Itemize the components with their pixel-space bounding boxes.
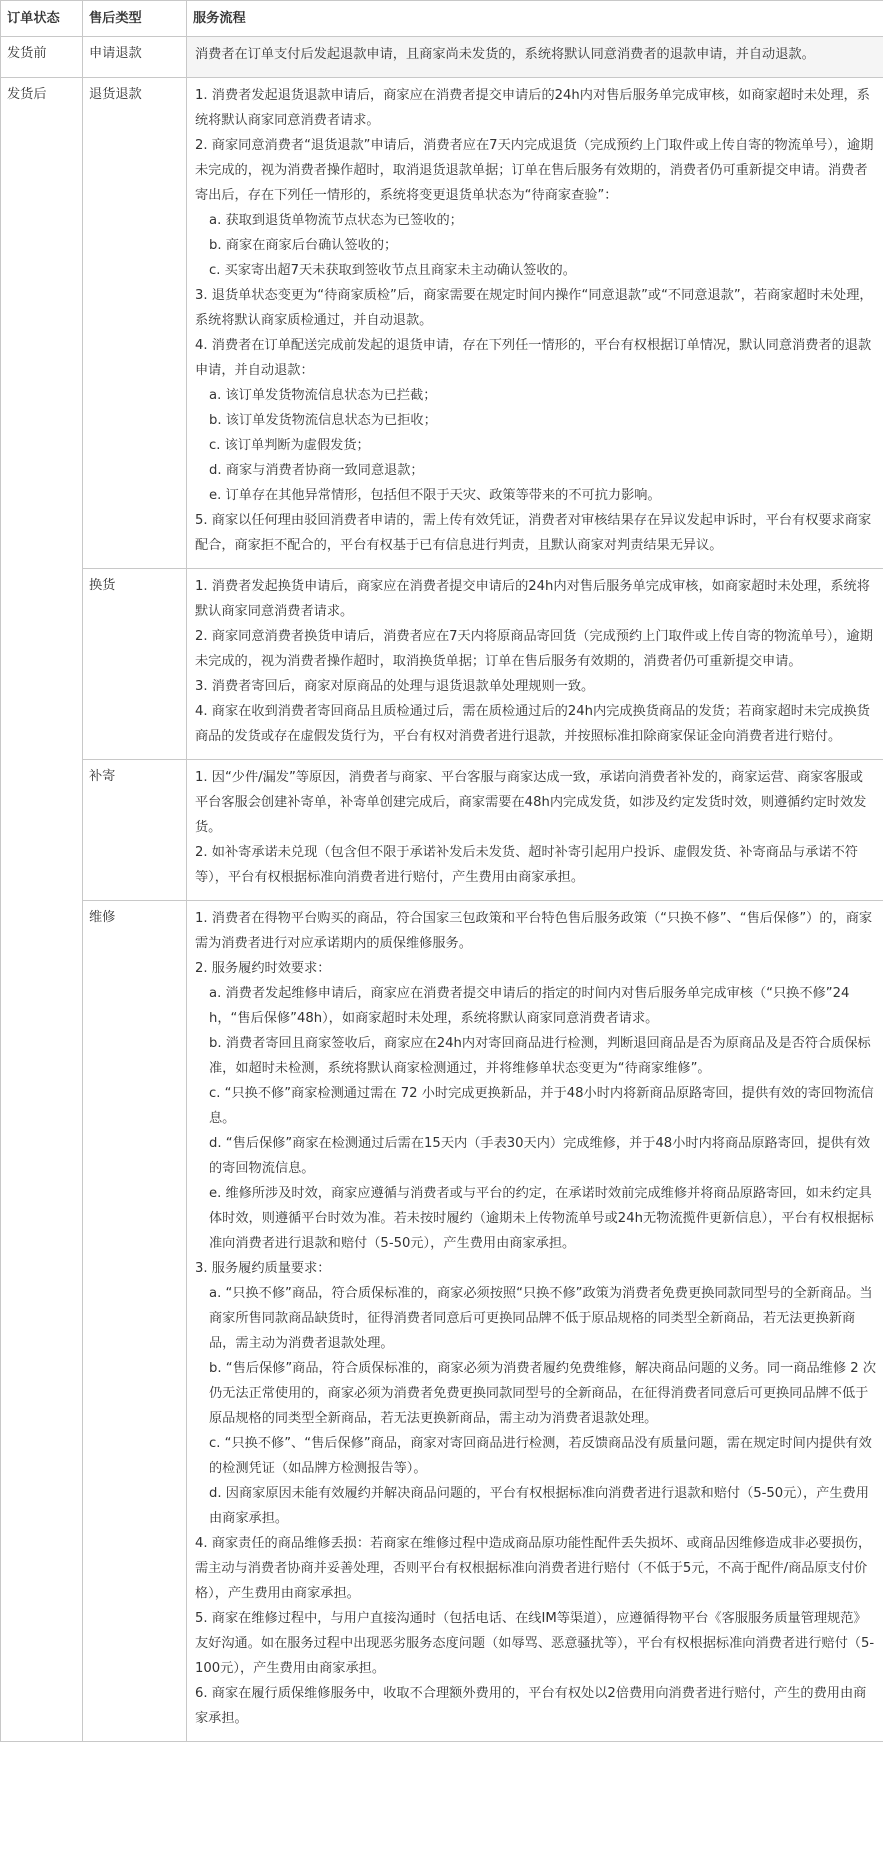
header-order-status: 订单状态: [1, 1, 83, 37]
list-item: 4. 商家责任的商品维修丢损：若商家在维修过程中造成商品原功能性配件丢失损坏、或商品因维修造成非必要损伤，需主动与消费者协商并妥善处理，否则平台有权根据标准向消费者进行赔付（不低于5元，不高于配件/商品原支付价格），产生费用由商家承担。: [195, 1536, 872, 1601]
after-sales-type-cell: 换货: [83, 569, 187, 760]
list-item: 3. 退货单状态变更为“待商家质检”后，商家需要在规定时间内操作“同意退款”或“不同意退款”，若商家超时未处理，系统将默认商家质检通过，并自动退款。: [195, 288, 873, 328]
sub-item: b. 消费者寄回且商家签收后，商家应在24h内对寄回商品进行检测，判断退回商品是否为原商品及是否符合质保标准，如超时未检测，系统将默认商家检测通过，并将维修单状态变更为“待商家维修”。: [209, 1036, 871, 1076]
table-row: [1, 37, 883, 78]
service-process-cell: [187, 569, 883, 760]
list-item: 消费者在订单支付后发起退款申请，且商家尚未发货的，系统将默认同意消费者的退款申请，并自动退款。: [195, 47, 815, 62]
table-row: [1, 78, 883, 569]
list-item: 2. 商家同意消费者换货申请后，消费者应在7天内将原商品寄回货（完成预约上门取件或上传自寄的物流单号），逾期未完成的，视为消费者操作超时，取消换货单据；订单在售后服务有效期的，消费者仍可重新提交申请。: [195, 629, 873, 669]
sub-item: a. 获取到退货单物流节点状态为已签收的；: [209, 213, 463, 228]
table-header-row: [1, 1, 883, 37]
order-status-cell: 发货前: [1, 37, 83, 78]
list-item: 4. 消费者在订单配送完成前发起的退货申请，存在下列任一情形的，平台有权根据订单情况，默认同意消费者的退款申请，并自动退款：: [195, 338, 872, 378]
sub-item: e. 维修所涉及时效，商家应遵循与消费者或与平台的约定，在承诺时效前完成维修并将商品原路寄回，如未约定具体时效，则遵循平台时效为准。若未按时履约（逾期未上传物流单号或24h无物流揽件更新信息），平台有权根据标准向消费者进行退款和赔付（5-50元），产生费用由商家承担。: [209, 1186, 874, 1251]
header-service-process: 服务流程: [187, 1, 883, 37]
sub-item: e. 订单存在其他异常情形，包括但不限于天灾、政策等带来的不可抗力影响。: [209, 488, 661, 503]
list-item: 1. 消费者发起退货退款申请后，商家应在消费者提交申请后的24h内对售后服务单完成审核，如商家超时未处理，系统将默认商家同意消费者请求。: [195, 88, 870, 128]
sub-item: d. 商家与消费者协商一致同意退款；: [209, 463, 424, 478]
service-process-text: [187, 901, 883, 1741]
sub-item: a. 该订单发货物流信息状态为已拦截；: [209, 388, 437, 403]
sub-item: c. 买家寄出超7天未获取到签收节点且商家未主动确认签收的。: [209, 263, 576, 278]
sub-item: b. “售后保修”商品，符合质保标准的，商家必须为消费者履约免费维修，解决商品问题的义务。同一商品维修 2 次仍无法正常使用的，商家必须为消费者免费更换同款同型号的全新商品，在征得消费者同意后可更换同品牌不低于原品规格的同类型全新商品，若无法更换新商品，需主动为消费者退款处理。: [209, 1361, 877, 1426]
service-process-cell: [187, 37, 883, 78]
list-item: 6. 商家在履行质保维修服务中，收取不合理额外费用的，平台有权处以2倍费用向消费者进行赔付，产生的费用由商家承担。: [195, 1686, 867, 1726]
sub-item: c. “只换不修”商家检测通过需在 72 小时完成更换新品，并于48小时内将新商品原路寄回，提供有效的寄回物流信息。: [209, 1086, 874, 1126]
after-sales-type-cell: 退货退款: [83, 78, 187, 569]
list-item: 2. 商家同意消费者“退货退款”申请后，消费者应在7天内完成退货（完成预约上门取件或上传自寄的物流单号），逾期未完成的，视为消费者操作超时，取消退货退款单据；订单在售后服务有效期的，消费者仍可重新提交申请。消费者寄出后，存在下列任一情形的，系统将变更退货单状态为“待商家查验”：: [195, 138, 874, 203]
list-item: 3. 服务履约质量要求：: [195, 1261, 331, 1276]
sub-item: a. 消费者发起维修申请后，商家应在消费者提交申请后的指定的时间内对售后服务单完成审核（“只换不修”24h，“售后保修”48h），如商家超时未处理，系统将默认商家同意消费者请求。: [209, 986, 850, 1026]
after-sales-type-cell: 补寄: [83, 760, 187, 901]
service-process-cell: [187, 78, 883, 569]
list-item: 1. 消费者发起换货申请后，商家应在消费者提交申请后的24h内对售后服务单完成审核，如商家超时未处理，系统将默认商家同意消费者请求。: [195, 579, 870, 619]
service-process-cell: [187, 760, 883, 901]
table-row: [1, 901, 883, 1742]
sub-item: a. “只换不修”商品，符合质保标准的，商家必须按照“只换不修”政策为消费者免费更换同款同型号的全新商品。当商家所售同款商品缺货时，征得消费者同意后可更换同品牌不低于原品规格的同类型全新商品，若无法更换新商品，需主动为消费者退款处理。: [209, 1286, 873, 1351]
sub-item: d. 因商家原因未能有效履约并解决商品问题的，平台有权根据标准向消费者进行退款和赔付（5-50元），产生费用由商家承担。: [209, 1486, 869, 1526]
sub-item: c. 该订单判断为虚假发货；: [209, 438, 370, 453]
list-item: 2. 服务履约时效要求：: [195, 961, 331, 976]
sub-item: b. 该订单发货物流信息状态为已拒收；: [209, 413, 437, 428]
service-process-text: [187, 760, 883, 900]
order-status-cell: 发货后: [1, 78, 83, 1742]
service-process-text: [187, 37, 883, 77]
list-item: 4. 商家在收到消费者寄回商品且质检通过后，需在质检通过后的24h内完成换货商品的发货；若商家超时未完成换货商品的发货或存在虚假发货行为，平台有权对消费者进行退款，并按照标准扣除商家保证金向消费者进行赔付。: [195, 704, 870, 744]
after-sales-type-cell: 维修: [83, 901, 187, 1742]
service-process-text: [187, 569, 883, 759]
table-row: [1, 569, 883, 760]
list-item: 5. 商家以任何理由驳回消费者申请的，需上传有效凭证，消费者对审核结果存在异议发起申诉时，平台有权要求商家配合，商家拒不配合的，平台有权基于已有信息进行判责，且默认商家对判责结果无异议。: [195, 513, 872, 553]
service-process-text: [187, 78, 883, 568]
list-item: 2. 如补寄承诺未兑现（包含但不限于承诺补发后未发货、超时补寄引起用户投诉、虚假发货、补寄商品与承诺不符等），平台有权根据标准向消费者进行赔付，产生费用由商家承担。: [195, 845, 858, 885]
sub-item: b. 商家在商家后台确认签收的；: [209, 238, 398, 253]
list-item: 1. 消费者在得物平台购买的商品，符合国家三包政策和平台特色售后服务政策（“只换不修”、“售后保修”）的，商家需为消费者进行对应承诺期内的质保维修服务。: [195, 911, 873, 951]
sub-item: d. “售后保修”商家在检测通过后需在15天内（手表30天内）完成维修，并于48小时内将商品原路寄回，提供有效的寄回物流信息。: [209, 1136, 871, 1176]
table-row: [1, 760, 883, 901]
header-after-sales-type: 售后类型: [83, 1, 187, 37]
sub-item: c. “只换不修”、“售后保修”商品，商家对寄回商品进行检测，若反馈商品没有质量问题，需在规定时间内提供有效的检测凭证（如品牌方检测报告等）。: [209, 1436, 872, 1476]
after-sales-type-cell: 申请退款: [83, 37, 187, 78]
list-item: 3. 消费者寄回后，商家对原商品的处理与退货退款单处理规则一致。: [195, 679, 595, 694]
service-process-cell: [187, 901, 883, 1742]
list-item: 1. 因“少件/漏发”等原因，消费者与商家、平台客服与商家达成一致，承诺向消费者补发的，商家运营、商家客服或平台客服会创建补寄单，补寄单创建完成后，商家需要在48h内完成发货，如涉及约定发货时效，则遵循约定时效发货。: [195, 770, 867, 835]
list-item: 5. 商家在维修过程中，与用户直接沟通时（包括电话、在线IM等渠道），应遵循得物平台《客服服务质量管理规范》友好沟通。如在服务过程中出现恶劣服务态度问题（如辱骂、恶意骚扰等），平台有权根据标准向消费者进行赔付（5-100元），产生费用由商家承担。: [195, 1611, 875, 1676]
